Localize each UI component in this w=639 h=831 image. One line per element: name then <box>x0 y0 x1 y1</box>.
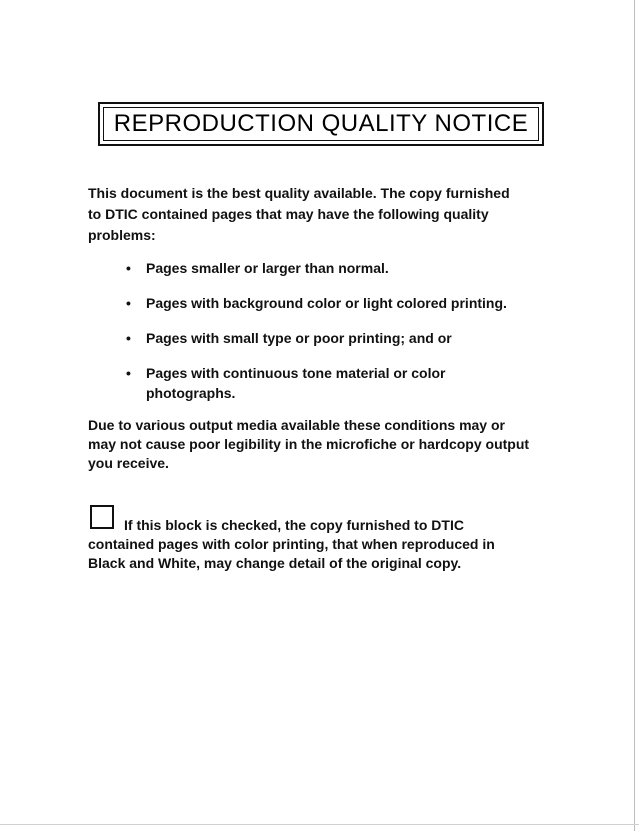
closing-paragraph <box>88 416 558 473</box>
closing-line: may not cause poor legibility in the microfiche or hardcopy output <box>88 436 530 452</box>
closing-line: you receive. <box>88 455 169 471</box>
page-title: REPRODUCTION QUALITY NOTICE <box>113 110 529 137</box>
intro-line: problems: <box>88 227 156 243</box>
bullet-icon: • <box>126 330 131 346</box>
list-item-text: photographs. <box>146 385 236 401</box>
title-box <box>98 102 544 146</box>
list-item-text: Pages smaller or larger than normal. <box>146 260 389 276</box>
list-item <box>123 258 553 278</box>
intro-line: to DTIC contained pages that may have the following quality <box>88 206 489 222</box>
list-item <box>123 328 553 348</box>
page-edge <box>634 0 635 831</box>
bullet-icon: • <box>126 365 131 381</box>
checkbox-notice-text: If this block is checked, the copy furnished to DTIC <box>124 517 464 533</box>
list-item-text: Pages with small type or poor printing; and or <box>146 330 452 346</box>
problem-list <box>123 258 553 403</box>
closing-line: Due to various output media available these conditions may or <box>88 417 505 433</box>
bullet-icon: • <box>126 260 131 276</box>
intro-line: This document is the best quality available. The copy furnished <box>88 185 510 201</box>
checkbox-notice-continued <box>88 535 558 573</box>
list-item <box>123 363 553 403</box>
bullet-icon: • <box>126 295 131 311</box>
page-edge <box>0 824 639 825</box>
list-item <box>123 293 553 313</box>
color-notice-checkbox[interactable] <box>90 505 114 529</box>
checkbox-notice-line: Black and White, may change detail of the original copy. <box>88 555 462 571</box>
list-item-text: Pages with continuous tone material or color <box>146 365 446 381</box>
list-item-text: Pages with background color or light colored printing. <box>146 295 507 311</box>
checkbox-notice-line: contained pages with color printing, that when reproduced in <box>88 536 495 552</box>
intro-paragraph <box>88 183 558 246</box>
